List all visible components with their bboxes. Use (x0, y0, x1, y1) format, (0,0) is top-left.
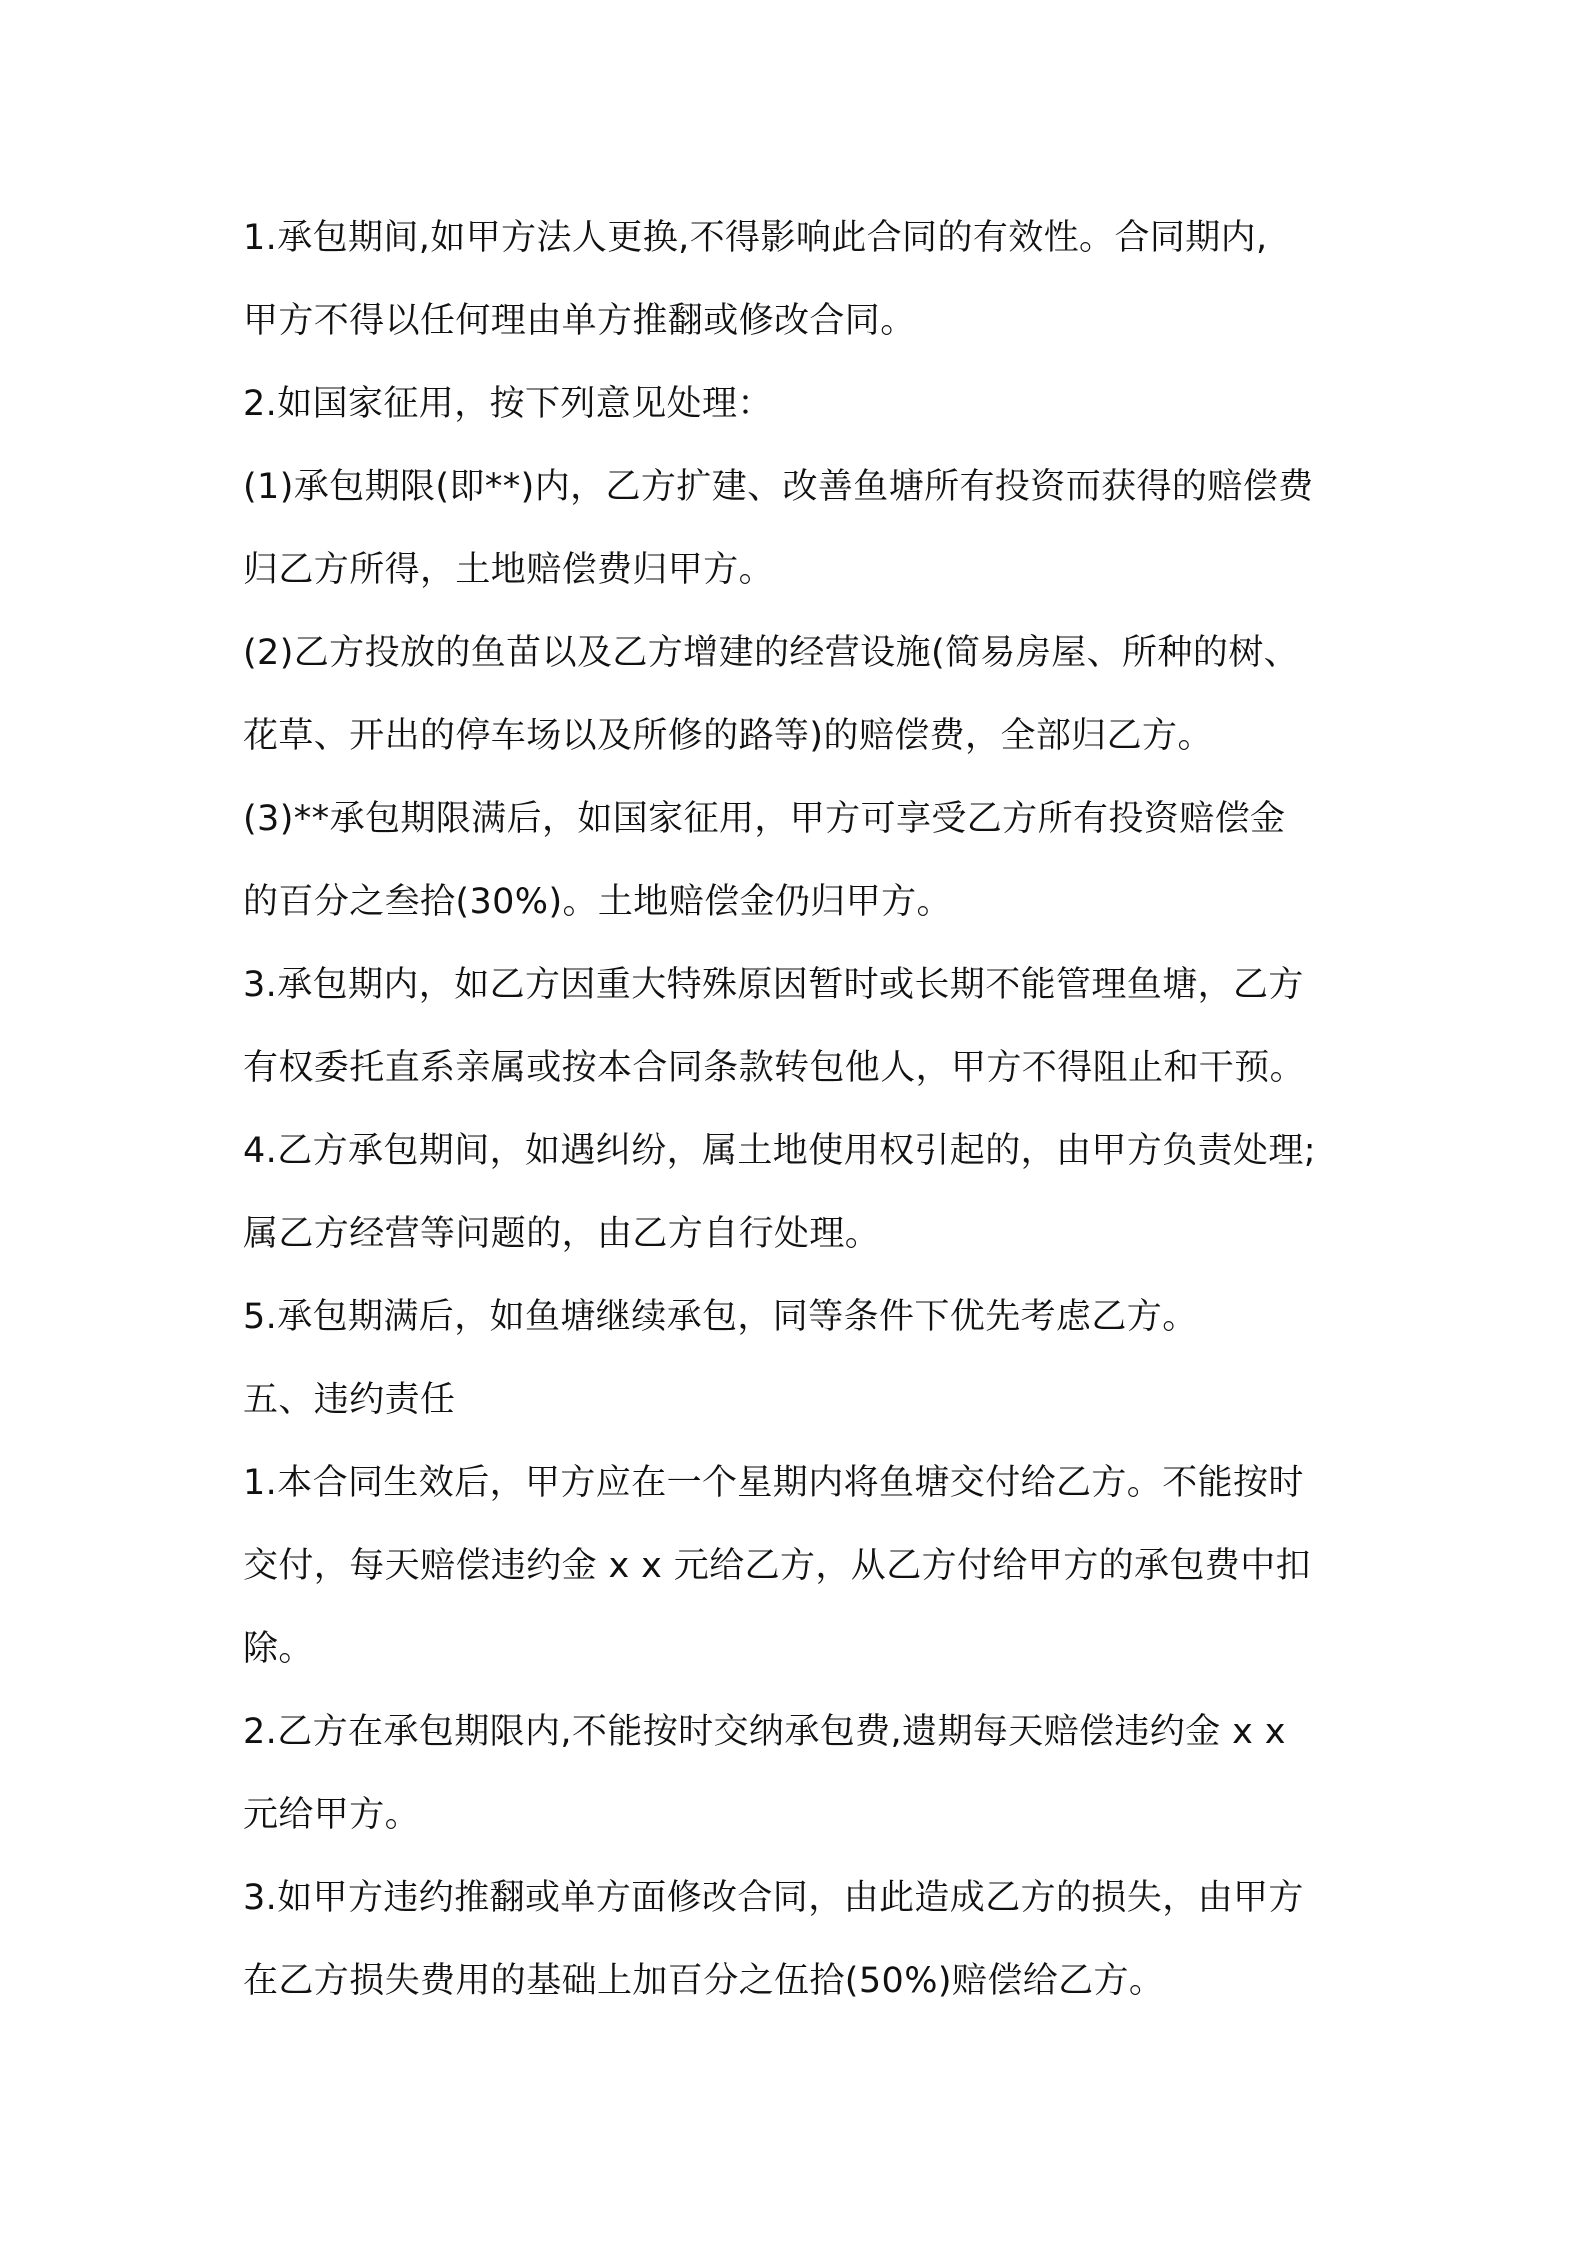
text-line: 花草、开出的停车场以及所修的路等)的赔偿费，全部归乙方。 (243, 716, 1213, 756)
document-body (243, 197, 1363, 2023)
text-line: 归乙方所得，土地赔偿费归甲方。 (243, 550, 775, 590)
text-line: 的百分之叁拾(30%)。土地赔偿金仍归甲方。 (243, 882, 952, 922)
text-line: 属乙方经营等问题的，由乙方自行处理。 (243, 1214, 881, 1254)
text-line: 有权委托直系亲属或按本合同条款转包他人，甲方不得阻止和干预。 (243, 1048, 1306, 1088)
text-line: 3.如甲方违约推翻或单方面修改合同，由此造成乙方的损失，由甲方 (243, 1878, 1304, 1918)
text-line: 2.如国家征用，按下列意见处理： (243, 384, 773, 424)
text-line: 元给甲方。 (243, 1795, 421, 1835)
text-line: 甲方不得以任何理由单方推翻或修改合同。 (243, 301, 916, 341)
text-line: 1.承包期间,如甲方法人更换,不得影响此合同的有效性。合同期内, (243, 218, 1268, 258)
section-heading: 五、违约责任 (243, 1380, 456, 1420)
text-line: 3.承包期内，如乙方因重大特殊原因暂时或长期不能管理鱼塘，乙方 (243, 965, 1304, 1005)
text-line: 除。 (243, 1629, 314, 1669)
text-line: 5.承包期满后，如鱼塘继续承包，同等条件下优先考虑乙方。 (243, 1297, 1198, 1337)
text-line: (3)**承包期限满后，如国家征用，甲方可享受乙方所有投资赔偿金 (243, 799, 1286, 839)
text-line: 2.乙方在承包期限内,不能按时交纳承包费,遗期每天赔偿违约金 x x (243, 1712, 1286, 1752)
text-line: (2)乙方投放的鱼苗以及乙方增建的经营设施(简易房屋、所种的树、 (243, 633, 1300, 673)
text-line: 4.乙方承包期间，如遇纠纷，属土地使用权引起的，由甲方负责处理; (243, 1131, 1316, 1171)
text-line: (1)承包期限(即**)内，乙方扩建、改善鱼塘所有投资而获得的赔偿费 (243, 467, 1314, 507)
text-line: 在乙方损失费用的基础上加百分之伍拾(50%)赔偿给乙方。 (243, 1961, 1165, 2001)
text-line: 交付，每天赔偿违约金 x x 元给乙方，从乙方付给甲方的承包费中扣 (243, 1546, 1312, 1586)
text-line: 1.本合同生效后，甲方应在一个星期内将鱼塘交付给乙方。不能按时 (243, 1463, 1304, 1503)
